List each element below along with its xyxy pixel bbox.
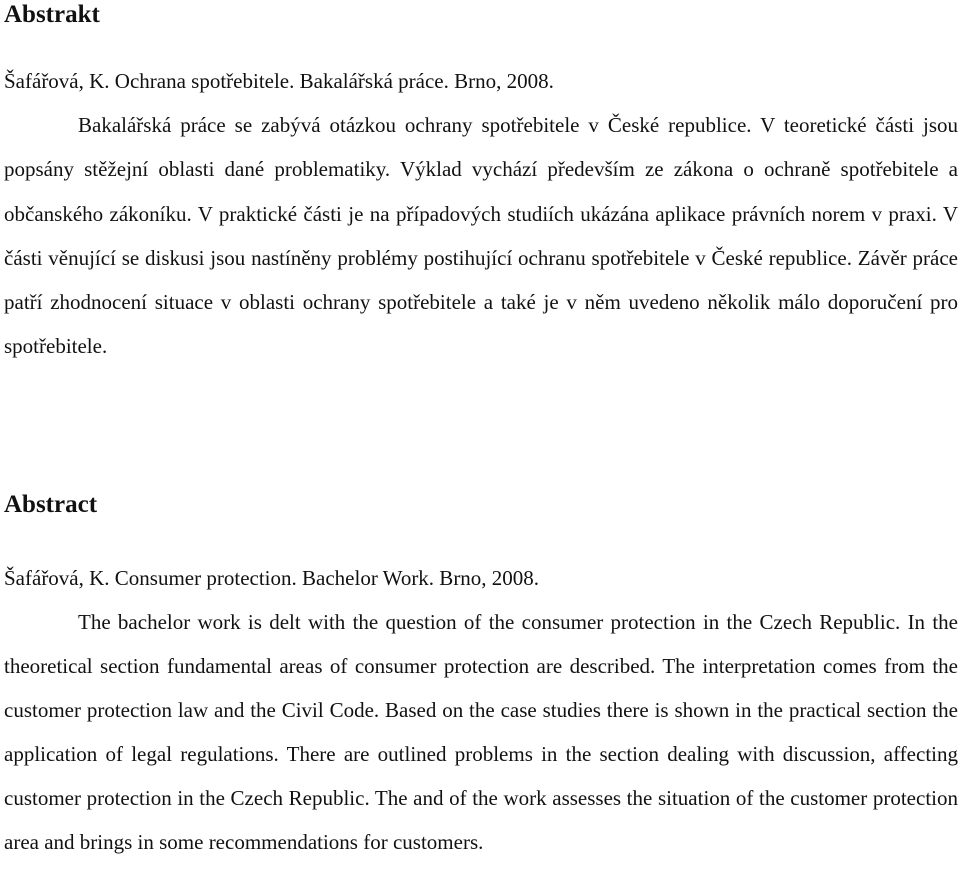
abstract-czech-citation: Šafářová, K. Ochrana spotřebitele. Bakalářská práce. Brno, 2008. [4, 69, 554, 93]
abstract-english-section [4, 490, 958, 865]
abstract-english-heading: Abstract [4, 491, 98, 518]
abstract-czech-body: Bakalářská práce se zabývá otázkou ochrany spotřebitele v České republice. V teoretické části jsou popsány stěžejní oblasti dané problematiky. Výklad vychází především ze zákona o ochraně spotřebitele a občanského zákoníku. V praktické části je na případových studiích ukázána aplikace právních norem v praxi. V části věnující se diskusi jsou nastíněny problémy postihující ochranu spotřebitele v České republice. Závěr práce patří zhodnocení situace v oblasti ochrany spotřebitele a také je v něm uvedeno několik málo doporučení pro spotřebitele. [4, 113, 958, 359]
abstract-czech-heading: Abstrakt [4, 1, 100, 28]
abstract-english-citation: Šafářová, K. Consumer protection. Bachelor Work. Brno, 2008. [4, 566, 540, 590]
abstract-english-body: The bachelor work is delt with the question of the consumer protection in the Czech Republic. In the theoretical section fundamental areas of consumer protection are described. The interpretation comes from the customer protection law and the Civil Code. Based on the case studies there is shown in the practical section the application of legal regulations. There are outlined problems in the section dealing with discussion, affecting customer protection in the Czech Republic. The and of the work assesses the situation of the customer protection area and brings in some recommendations for customers. [4, 610, 958, 855]
abstract-czech-section [4, 0, 958, 369]
